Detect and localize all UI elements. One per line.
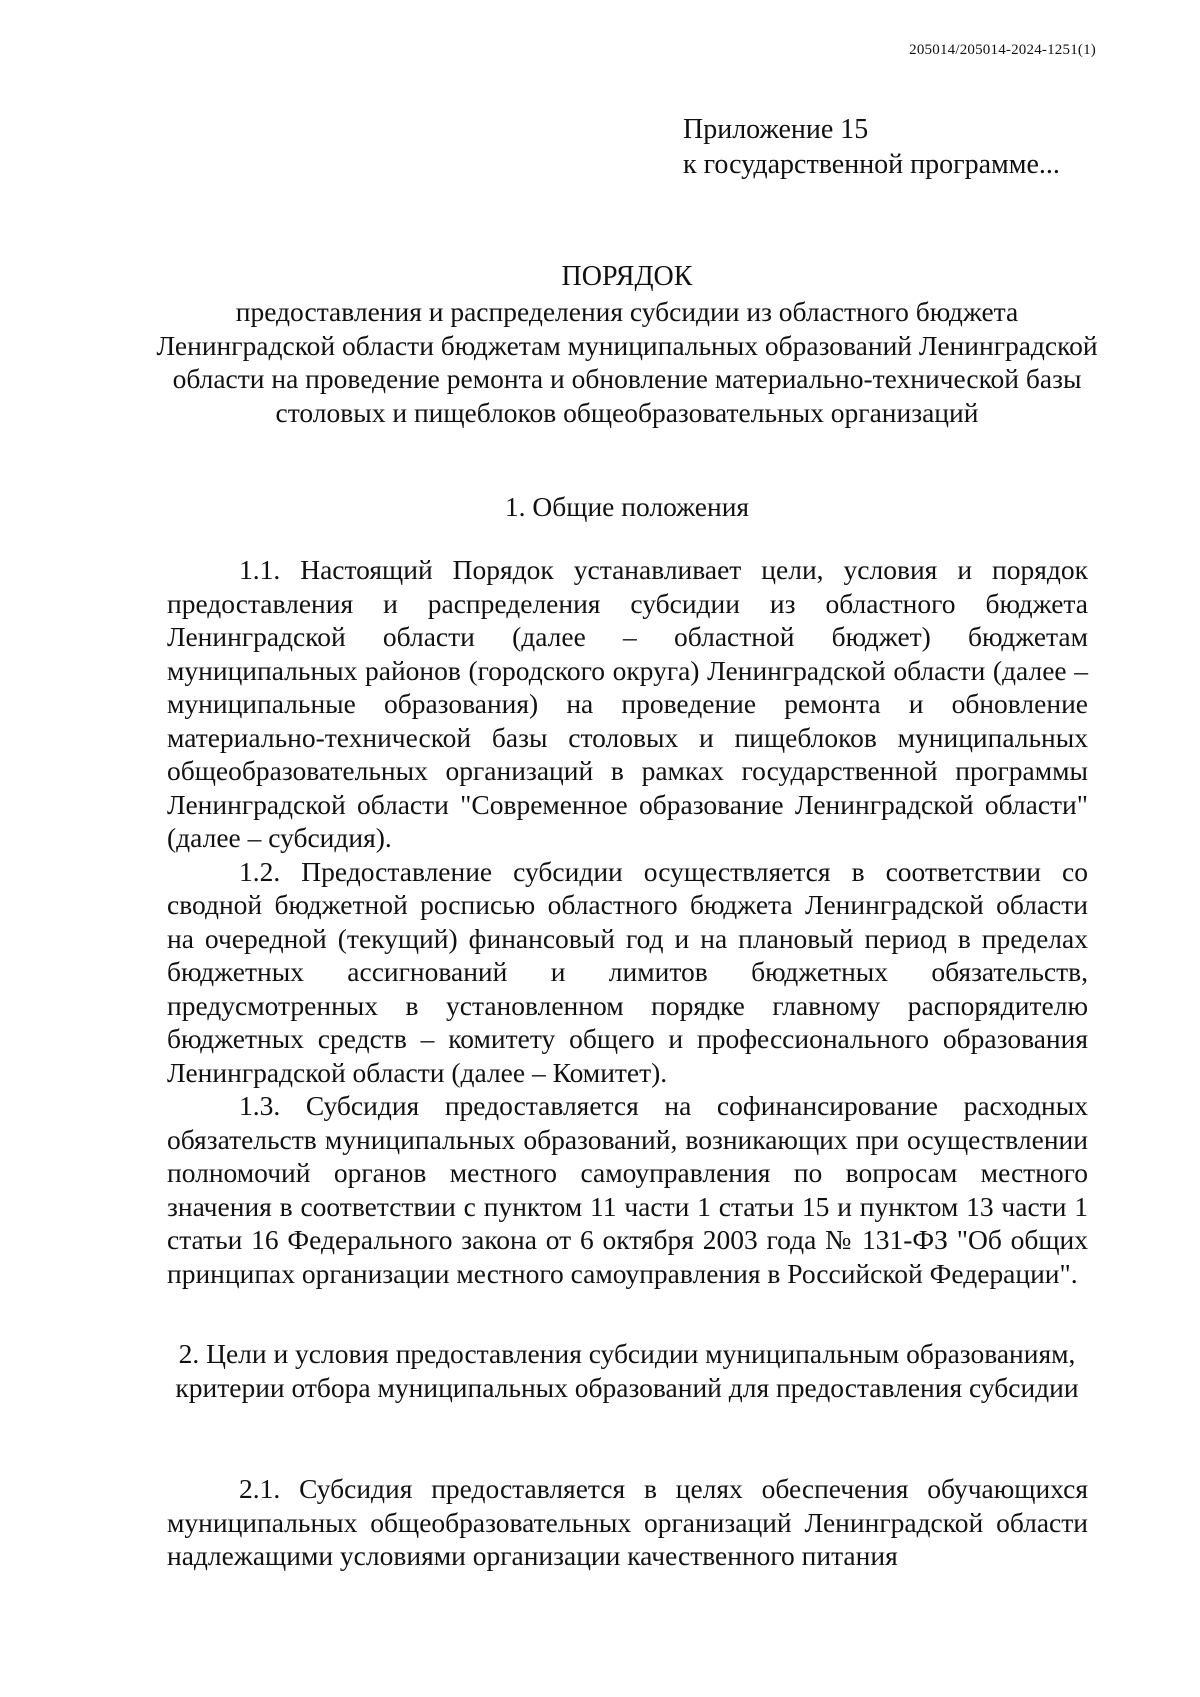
appendix-block — [683, 112, 1060, 182]
paragraph-1-2: 1.2. Предоставление субсидии осуществляется в соответствии со сводной бюджетной росписью областного бюджета Ленинградской области на очередной (текущий) финансовый год и на плановый период в пределах бюджетных ассигнований и лимитов бюджетных обязательств, предусмотренных в установленном порядке главному распорядителю бюджетных средств – комитету общего и профессионального образования Ленинградской области (далее – Комитет). — [167, 855, 1088, 1088]
section-2-heading: 2. Цели и условия предоставления субсидии муниципальным образованиям, критерии отбора муниципальных образований для предоставления субсидии — [175, 1338, 1079, 1403]
appendix-reference: к государственной программе... — [683, 149, 1060, 180]
document-id: 205014/205014-2024-1251(1) — [909, 42, 1096, 58]
section-1-body — [167, 553, 1088, 1290]
paragraph-2-1: 2.1. Субсидия предоставляется в целях обеспечения обучающихся муниципальных общеобразовательных организаций Ленинградской области надлежащими условиями организации качественного питания — [167, 1473, 1088, 1571]
paragraph-1-1: 1.1. Настоящий Порядок устанавливает цели, условия и порядок предоставления и распределения субсидии из областного бюджета Ленинградской области (далее – областной бюджет) бюджетам муниципальных районов (городского округа) Ленинградской области (далее – муниципальные образования) на проведение ремонта и обновление материально-технической базы столовых и пищеблоков муниципальных общеобразовательных организаций в рамках государственной программы Ленинградской области "Современное образование Ленинградской области" (далее – субсидия). — [167, 554, 1088, 853]
document-title: ПОРЯДОК — [561, 261, 693, 292]
section-1-heading: 1. Общие положения — [504, 491, 750, 522]
appendix-number: Приложение 15 — [683, 114, 869, 145]
paragraph-1-3: 1.3. Субсидия предоставляется на софинансирование расходных обязательств муниципальных образований, возникающих при осуществлении полномочий органов местного самоуправления по вопросам местного значения в соответствии с пунктом 11 части 1 статьи 15 и пунктом 13 части 1 статьи 16 Федерального закона от 6 октября 2003 года № 131-ФЗ "Об общих принципах организации местного самоуправления в Российской Федерации". — [167, 1090, 1088, 1289]
section-2-body — [167, 1472, 1088, 1573]
document-subtitle: предоставления и распределения субсидии из областного бюджета Ленинградской области бюджетам муниципальных образований Ленинградской области на проведение ремонта и обновление материально-технической базы столовых и пищеблоков общеобразовательных организаций — [156, 296, 1098, 428]
